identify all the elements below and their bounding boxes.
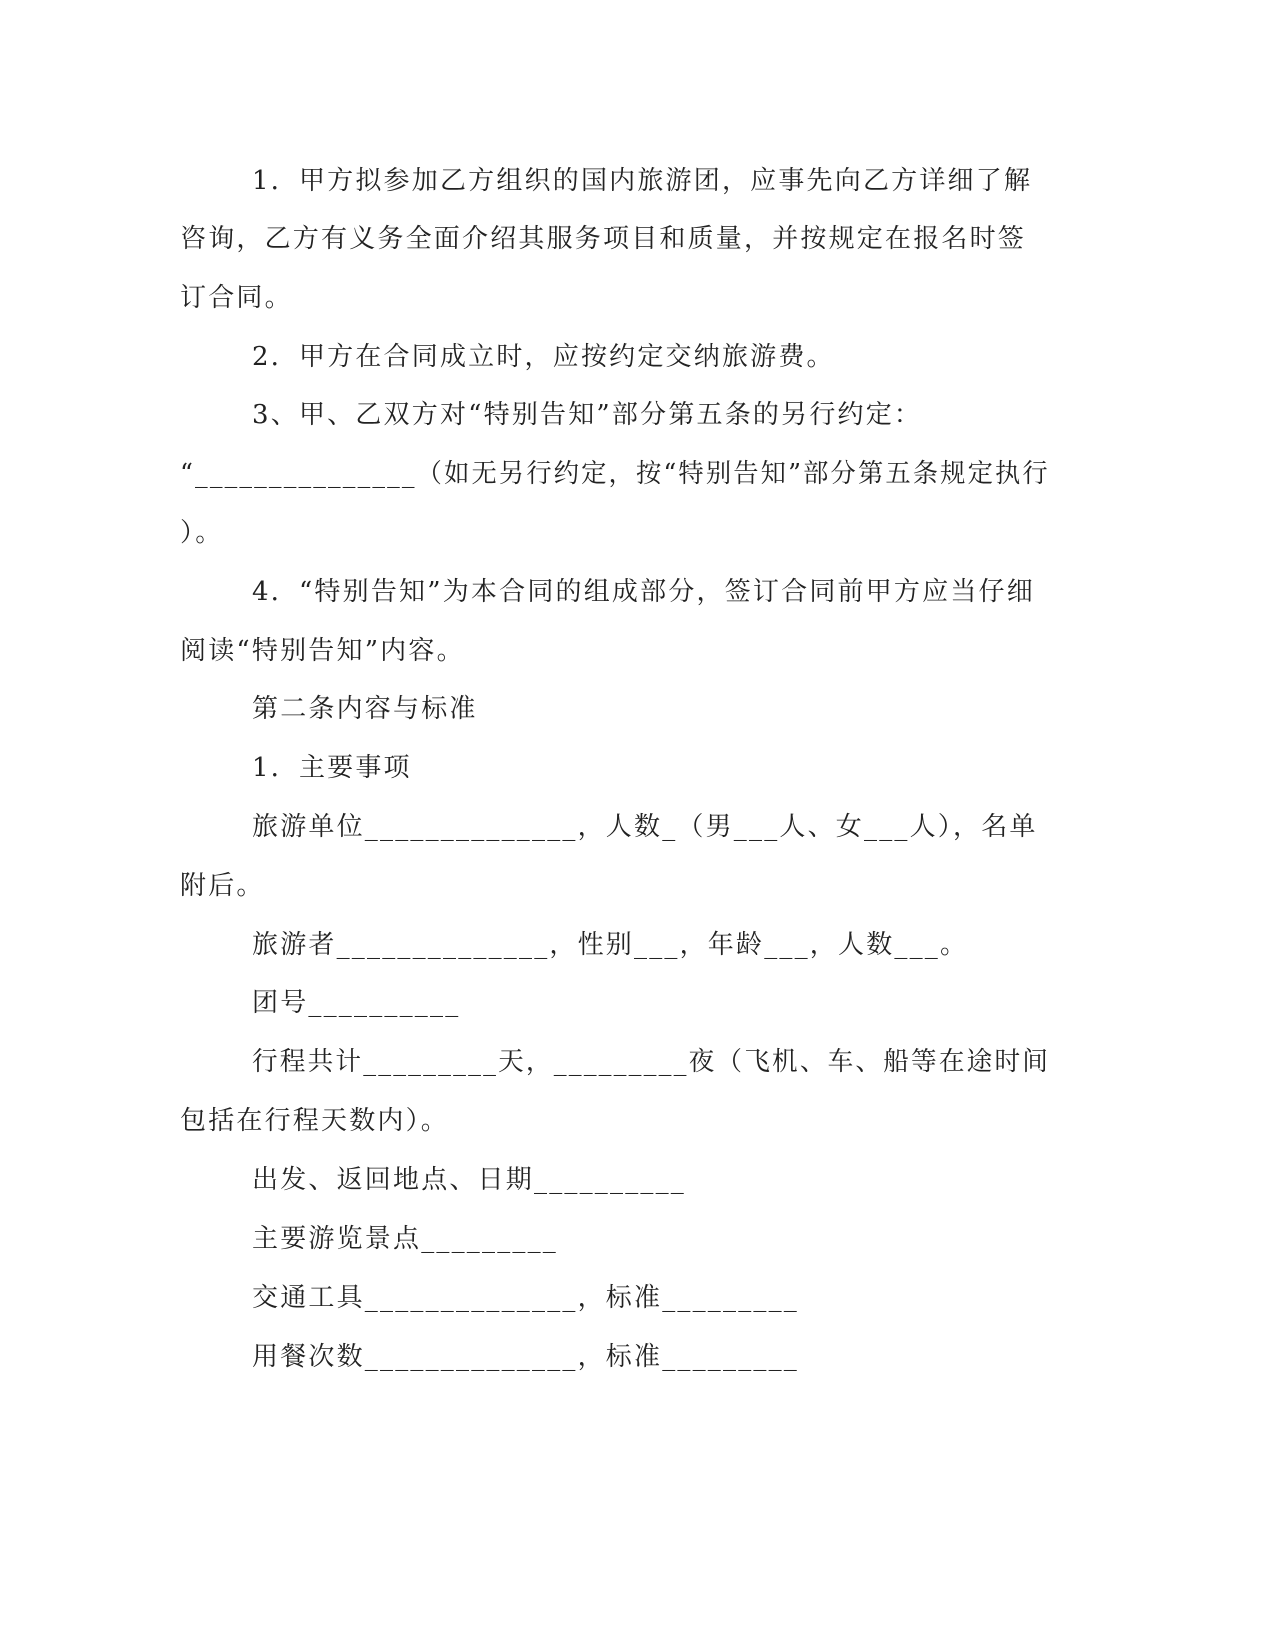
form-field-line: 出发、返回地点、日期__________ bbox=[252, 1165, 687, 1195]
paragraph-line: 1．甲方拟参加乙方组织的国内旅游团，应事先向乙方详细了解 bbox=[252, 166, 1033, 196]
paragraph-line: “_______________（如无另行约定，按“特别告知”部分第五条规定执行 bbox=[180, 459, 1050, 489]
paragraph-line: 阅读“特别告知”内容。 bbox=[180, 636, 465, 666]
form-field-line: 团号__________ bbox=[252, 988, 461, 1018]
paragraph-line: 4．“特别告知”为本合同的组成部分，签订合同前甲方应当仔细 bbox=[252, 577, 1035, 607]
form-field-line: 旅游单位______________，人数_（男___人、女___人），名单 bbox=[252, 812, 1038, 842]
paragraph-line: 订合同。 bbox=[180, 283, 293, 313]
paragraph-line: 附后。 bbox=[180, 871, 265, 901]
form-field-line: 交通工具______________，标准_________ bbox=[252, 1283, 800, 1313]
form-field-line: 旅游者______________，性别___，年龄___，人数___。 bbox=[252, 930, 969, 960]
paragraph-line: 包括在行程天数内）。 bbox=[180, 1106, 450, 1136]
paragraph-line: 咨询，乙方有义务全面介绍其服务项目和质量，并按规定在报名时签 bbox=[180, 224, 1027, 254]
form-field-line: 用餐次数______________，标准_________ bbox=[252, 1342, 800, 1372]
form-field-line: 主要游览景点_________ bbox=[252, 1224, 559, 1254]
form-field-line: 行程共计_________天，_________夜（飞机、车、船等在途时间 bbox=[252, 1047, 1051, 1077]
subsection-heading: 1．主要事项 bbox=[252, 753, 412, 783]
paragraph-line: 3、甲、乙双方对“特别告知”部分第五条的另行约定： bbox=[252, 400, 923, 430]
paragraph-line: 2．甲方在合同成立时，应按约定交纳旅游费。 bbox=[252, 342, 835, 372]
paragraph-line: ）。 bbox=[180, 518, 224, 548]
section-heading: 第二条内容与标准 bbox=[252, 694, 478, 724]
